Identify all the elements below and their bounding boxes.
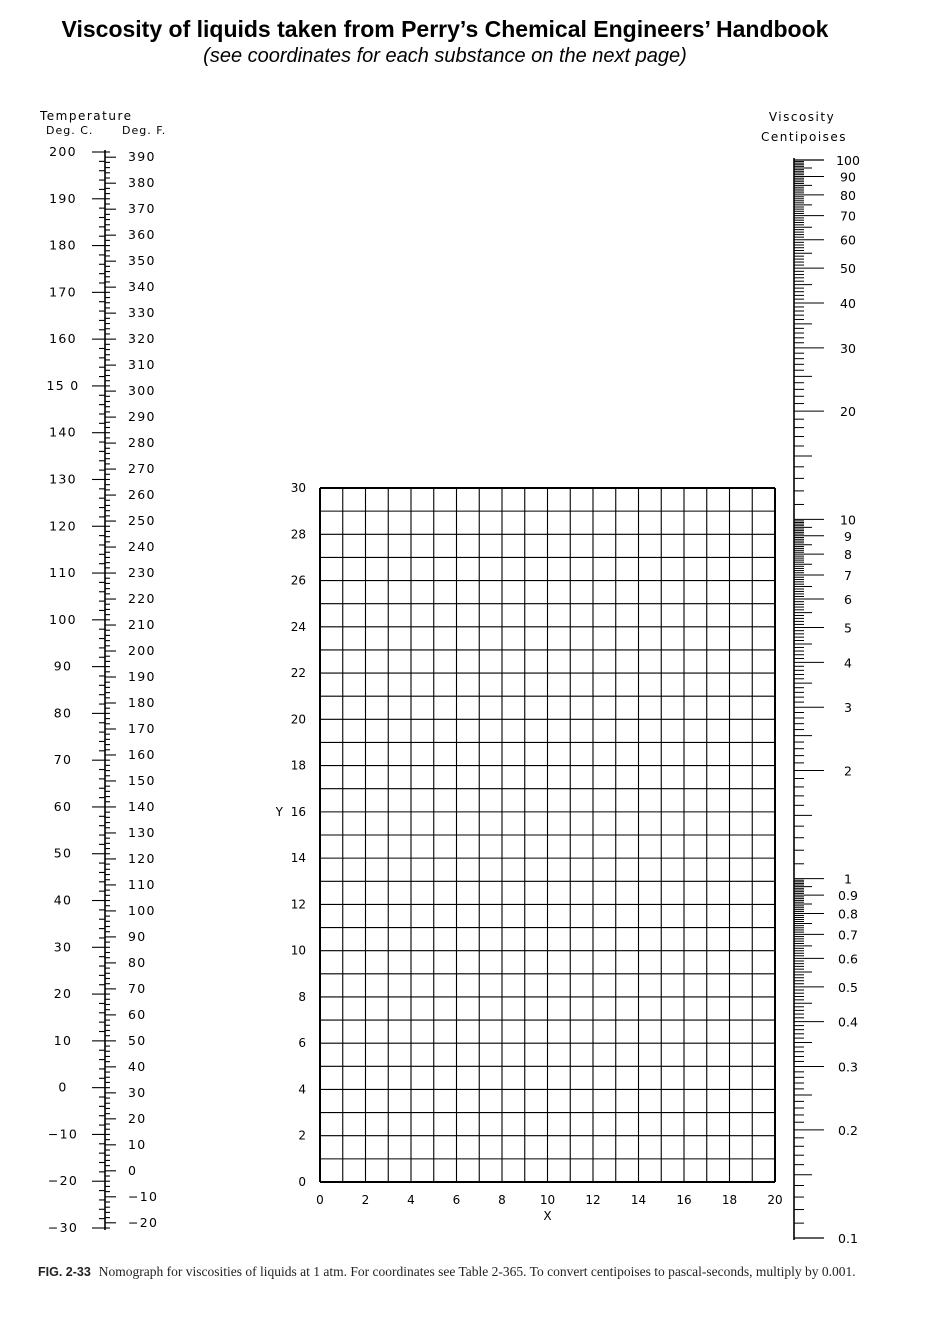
celsius-tick-label: 170 [49,284,77,300]
viscosity-tick-label: 0.9 [838,888,858,904]
y-tick-label: 2 [298,1128,306,1143]
viscosity-tick-label: 40 [840,295,856,311]
fahrenheit-tick-label: 290 [128,409,156,425]
viscosity-tick-label: 0.1 [838,1231,858,1246]
centipoises-header: Centipoises [760,130,848,144]
viscosity-tick-label: 30 [840,340,856,356]
viscosity-tick-label: 100 [836,153,860,168]
fahrenheit-tick-label: 80 [128,954,147,970]
viscosity-tick-label: 7 [844,567,852,583]
celsius-tick-label: 10 [53,1032,73,1048]
viscosity-tick-label: 10 [840,512,856,528]
fahrenheit-tick-label: 60 [128,1006,147,1022]
fahrenheit-tick-label: 350 [128,253,156,269]
x-tick-label: 12 [585,1193,601,1207]
fahrenheit-tick-label: 230 [128,565,156,581]
celsius-tick-label: 30 [53,939,73,955]
fahrenheit-tick-label: 130 [128,824,156,840]
fahrenheit-tick-label: 40 [128,1058,147,1074]
viscosity-tick-label: 0.7 [838,927,858,943]
viscosity-tick-label: 0.8 [838,906,858,922]
fahrenheit-tick-label: 340 [128,279,156,295]
celsius-tick-label: 180 [49,237,77,253]
fahrenheit-tick-label: 380 [128,175,156,191]
y-tick-label: 6 [298,1036,306,1051]
fahrenheit-tick-label: 160 [128,746,156,762]
y-tick-label: 30 [290,481,306,495]
viscosity-header: Viscosity [768,110,836,124]
viscosity-tick-label: 0.5 [838,979,858,995]
celsius-tick-label: 200 [49,144,77,159]
celsius-tick-label: −10 [47,1126,79,1142]
figure-caption [38,1264,878,1280]
fahrenheit-tick-label: 270 [128,461,156,477]
y-tick-label: 18 [290,758,306,773]
fahrenheit-tick-label: 50 [128,1032,147,1048]
y-tick-label: 0 [298,1175,306,1189]
x-tick-label: 20 [767,1193,783,1207]
fahrenheit-tick-label: 280 [128,435,156,451]
y-axis-label: Y [275,804,283,819]
celsius-tick-label: 20 [53,986,73,1002]
fahrenheit-tick-label: 10 [128,1136,147,1152]
celsius-tick-label: 160 [49,331,77,347]
fahrenheit-tick-label: 300 [128,383,156,399]
caption-text: Nomograph for viscosities of liquids at 1 atm. For coordinates see Table 2-365. To convert centipoises to pascal-seconds, multiply by 0.001. [98,1264,856,1279]
fahrenheit-tick-label: 390 [128,149,156,165]
celsius-tick-label: 90 [53,658,73,674]
viscosity-tick-label: 2 [844,763,852,779]
fahrenheit-tick-label: 250 [128,513,156,529]
fahrenheit-tick-label: 90 [128,928,147,944]
x-tick-label: 0 [316,1193,324,1207]
celsius-tick-label: 120 [49,518,77,534]
viscosity-tick-label: 0.6 [838,951,858,967]
y-tick-label: 12 [290,897,306,912]
x-tick-label: 14 [630,1193,647,1207]
x-axis-label: X [543,1209,552,1223]
fahrenheit-tick-label: 180 [128,694,156,710]
fahrenheit-tick-label: −10 [128,1188,159,1204]
page-title: Viscosity of liquids taken from Perry’s Chemical Engineers’ Handbook [61,16,829,42]
y-tick-label: 20 [290,712,306,727]
fahrenheit-tick-label: 110 [128,876,156,892]
viscosity-tick-label: 9 [844,528,852,544]
y-tick-label: 8 [298,989,306,1004]
fahrenheit-tick-label: 370 [128,201,156,217]
celsius-tick-label: −30 [47,1220,79,1235]
fahrenheit-tick-label: 20 [128,1110,147,1126]
fahrenheit-tick-label: −20 [128,1214,159,1230]
x-tick-label: 10 [539,1193,556,1207]
celsius-tick-label: 140 [49,424,77,440]
fahrenheit-tick-label: 240 [128,539,156,555]
x-tick-label: 2 [361,1193,370,1207]
celsius-tick-label: 190 [49,190,77,206]
y-tick-label: 24 [290,619,306,634]
celsius-tick-label: 50 [53,845,73,861]
viscosity-tick-label: 4 [844,655,852,671]
page-subtitle: (see coordinates for each substance on the next page) [203,45,687,67]
y-tick-label: 26 [290,573,306,588]
viscosity-tick-label: 5 [844,620,852,636]
y-tick-label: 22 [290,666,306,681]
temperature-scale [39,109,166,1235]
fahrenheit-tick-label: 220 [128,591,156,607]
celsius-tick-label: 60 [53,798,73,814]
fahrenheit-tick-label: 330 [128,305,156,321]
fahrenheit-tick-label: 310 [128,357,156,373]
viscosity-tick-label: 1 [844,871,852,887]
x-tick-label: 6 [452,1193,461,1207]
viscosity-tick-label: 70 [840,208,856,224]
fahrenheit-tick-label: 360 [128,227,156,243]
viscosity-tick-label: 90 [840,169,856,185]
viscosity-tick-label: 3 [844,700,852,716]
coordinate-grid [275,481,783,1223]
celsius-tick-label: 100 [49,611,77,627]
fahrenheit-tick-label: 150 [128,772,156,788]
viscosity-tick-label: 20 [840,404,856,420]
fahrenheit-tick-label: 100 [128,902,156,918]
celsius-tick-label: 40 [53,892,73,908]
fahrenheit-tick-label: 120 [128,850,156,866]
y-tick-label: 10 [290,943,306,958]
fahrenheit-tick-label: 200 [128,643,156,659]
fahrenheit-tick-label: 140 [128,798,156,814]
x-tick-label: 4 [407,1193,415,1207]
viscosity-tick-label: 0.3 [838,1059,858,1075]
temperature-header: Temperature [40,109,133,123]
fahrenheit-tick-label: 210 [128,617,156,633]
celsius-tick-label: 130 [49,471,77,487]
viscosity-tick-label: 8 [844,547,852,563]
figure-label: FIG. 2-33 [38,1265,91,1279]
celsius-tick-label: 70 [53,752,73,768]
celsius-tick-label: 80 [53,705,73,721]
fahrenheit-tick-label: 260 [128,487,156,503]
viscosity-tick-label: 0.4 [838,1014,858,1030]
fahrenheit-tick-label: 0 [128,1162,138,1178]
fahrenheit-tick-label: 190 [128,669,156,685]
fahrenheit-tick-label: 170 [128,720,156,736]
fahrenheit-header: Deg. F. [122,124,167,137]
y-tick-label: 14 [290,851,306,866]
x-tick-label: 18 [721,1193,738,1207]
viscosity-tick-label: 80 [840,187,856,203]
celsius-header: Deg. C. [46,124,94,137]
fahrenheit-tick-label: 320 [128,331,156,347]
celsius-tick-label: 15 0 [46,377,80,393]
fahrenheit-tick-label: 70 [128,980,147,996]
y-tick-label: 16 [290,804,306,819]
celsius-tick-label: −20 [47,1173,79,1189]
celsius-tick-label: 110 [49,565,77,581]
fahrenheit-tick-label: 30 [128,1084,147,1100]
celsius-tick-label: 0 [58,1079,68,1095]
y-tick-label: 4 [298,1082,306,1097]
viscosity-tick-label: 60 [840,232,856,248]
x-tick-label: 8 [498,1193,506,1207]
viscosity-tick-label: 50 [840,261,856,277]
y-tick-label: 28 [290,527,306,542]
viscosity-tick-label: 0.2 [838,1122,858,1138]
viscosity-tick-label: 6 [844,592,852,608]
x-tick-label: 16 [676,1193,692,1207]
